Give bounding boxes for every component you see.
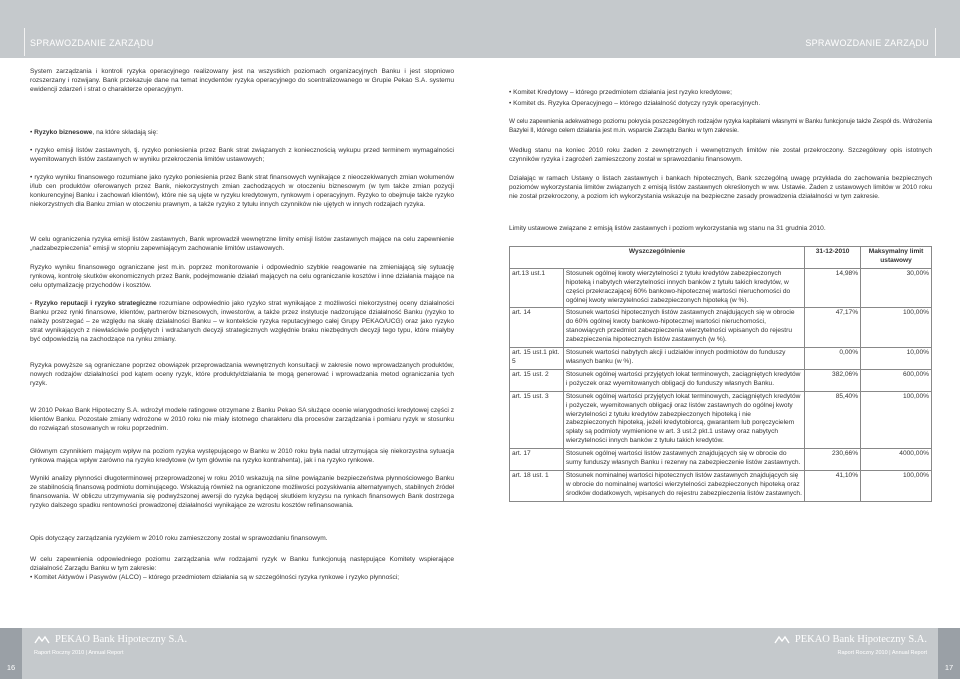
row-description: Stosunek nominalnej wartości hipotecznych listów zastawnych znajdujących się w obrocie do nominalnej wartości wierzytelności zabezpieczonych hipoteką oraz środków dodatkowych, wpisanych do rejestru zabezpieczenia listów zastawnych.: [563, 470, 804, 501]
table-row: [510, 348, 932, 370]
statutory-limits-table: [509, 246, 932, 502]
left-paragraph-consultations: Ryzyka powyższe są ograniczane poprzez obowiązek przeprowadzania wewnętrznych konsultacji w zakresie nowo wprowadzanych produktów, nowych rodzajów działalności pod kątem oceny ryzyk, które produkty/działania te mogą generować i wprowadzania metod ograniczania tych ryzyk.: [30, 362, 454, 387]
left-paragraph-liquidity: Wyniki analizy płynności długoterminowej przeprowadzonej w roku 2010 wskazują na silne powiązanie bezpieczeństwa płynnościowego Banku ze stabilnością finansową podmiotu dominującego. Wskazują również na ograniczone możliwości pozyskiwania alternatywnych, stabilnych źródeł finansowania. W obliczu utrzymywania się podwyższonej awersji do ryzyka będącej skutkiem kryzysu na rynkach finansowych Bank dostrzega ryzyko dalszego spadku rentowności prowadzonej działalności wynikające ze wzrostu kosztów refinansowania.: [30, 475, 454, 509]
row-ref: art. 14: [510, 308, 564, 348]
row-ref: art. 15 ust. 3: [510, 391, 564, 448]
row-description: Stosunek ogólnej wartości listów zastawnych znajdujących się w obrocie do sumy funduszy własnych Banku i rezerwy na zabezpieczenie listów zastawnych.: [563, 449, 804, 471]
page-number-box-left: [0, 628, 22, 679]
row-ref: art. 18 ust. 1: [510, 470, 564, 501]
row-value: 47,17%: [805, 308, 861, 348]
business-risk-bold: Ryzyko biznesowe: [34, 129, 93, 136]
left-paragraph-rating-models: W 2010 Pekao Bank Hipoteczny S.A. wdrożył modele ratingowe otrzymane z Banku Pekao SA służące ocenie wiarygodności kredytowej części z klientów Banku. Pozostałe zmiany wdrożone w 2010 roku nie miały istotnego charakteru dla procesów zarządzania i pomiaru ryzyk w stosunku do rozwiązań stosowanych w roku poprzednim.: [30, 407, 454, 432]
pekao-logo-icon: [774, 635, 790, 645]
bullet-credit-committee-text: Komitet Kredytowy – którego przedmiotem działania jest ryzyko kredytowe;: [513, 89, 732, 96]
logo-left-text: PEKAO Bank Hipoteczny S.A.: [55, 634, 188, 645]
row-limit: 30,00%: [861, 268, 932, 308]
bullet-financial-result-risk: • ryzyko wyniku finansowego rozumiane jako ryzyko poniesienia przez Bank strat finansowych wynikające z nieoczekiwanych zmian wolumenów i/lub cen produktów oferowanych przez Bank, niekorzystnych zmian zachodzących w otoczeniu biznesowym (w tym także zmian pozycji konkurencyjnej Banku i zachowań klientów), które nie są ujęte w ryzyku kredytowym, rynkowym i operacyjnym. Ryzyko to obejmuje także ryzyko niekorzystnych dla Banku zmian w otoczeniu prawnym, a także ryzyko z tytułu innych czynników nie ujętych w innych rodzajach ryzyka.: [30, 174, 454, 208]
left-paragraph-emission-limits: W celu ograniczenia ryzyka emisji listów zastawnych, Bank wprowadził wewnętrzne limity emisji listów zastawnych mające na celu zapewnienie „nadzabezpieczenia” emisji w stopniu zapewniającym zachowanie limitów ustawowych.: [30, 236, 454, 252]
table-header-date: 31-12-2010: [805, 247, 861, 269]
left-paragraph-committees: W celu zapewnienia odpowiedniego poziomu zarządzania w/w rodzajami ryzyk w Banku funkcjonują następujące Komitety wspierające działalność Zarządu Banku w tym zakresie:: [30, 556, 454, 572]
bullet-alco: • Komitet Aktywów i Pasywów (ALCO) – którego przedmiotem działania są w szczególności ryzyka rynkowe i ryzyko płynności;: [30, 574, 400, 581]
table-header-description: Wyszczególnienie: [510, 247, 805, 269]
header-title-right: SPRAWOZDANIE ZARZĄDU: [805, 38, 929, 48]
bullet-operational-committee-text: Komitet ds. Ryzyka Operacyjnego – którego działalność dotyczy ryzyk operacyjnych.: [513, 100, 761, 107]
table-header-row: [510, 247, 932, 269]
right-paragraph-basel: W celu zapewnienia adekwatnego poziomu pokrycia poszczególnych rodzajów ryzyka kapitałami własnymi w Banku funkcjonuje także Zespół ds. Wdrożenia Bazylei II, którego celem działania jest m.in. wsparcie Zarządu Banku w tym zakresie.: [509, 118, 932, 134]
row-limit: 100,00%: [861, 470, 932, 501]
row-description: Stosunek ogólnej wartości przyjętych lokat terminowych, zaciągniętych kredytów i pożyczek, wyemitowanych obligacji oraz listów zastawnych do ogólnej kwoty wierzytelności z tytułu kredytów zabezpieczonych hipoteką i nie zabezpieczonych hipoteką, jeżeli kredytobiorcą, gwarantem lub poręczycielem spłaty są podmioty wymienione w art. 3 ust.2 pkt.1 ustawy oraz nabytych wierzytelności innych banków z tytułu takich kredytów.: [563, 391, 804, 448]
reputation-risk-rest: rozumiane odpowiednio jako ryzyko strat wynikające z możliwości niekorzystnej oceny działalności Banku przez rynki finansowe, klientów, partnerów biznesowych, inwestorów, a także przez instytucje nadzorujące działalność Banku (ryzyko to należy postrzegać – ze względu na skalę działalności Banku – w kontekście ryzyka reputacyjnego całej Grupy PEKAO/UCG) oraz jako ryzyko strat wynikających z niewłaściwie podjętych i wdrażanych decyzji strategicznych względnie braku niezbędnych decyzji tego typu, które miałyby być odpowiedzią na zachodzące na rynku zmiany.: [30, 300, 454, 343]
row-value: 14,98%: [805, 268, 861, 308]
reputation-risk-bold: - Ryzyko reputacji i ryzyko strategiczne: [30, 300, 157, 307]
right-paragraph-table-intro: Limity ustawowe związane z emisją listów zastawnych i poziom wykorzystania wg stanu na 31 grudnia 2010.: [509, 225, 826, 232]
table-header-limit: Maksymalny limit ustawowy: [861, 247, 932, 269]
row-ref: art.13 ust.1: [510, 268, 564, 308]
row-value: 0,00%: [805, 348, 861, 370]
table-row: [510, 369, 932, 391]
bullet-emission-risk: • ryzyko emisji listów zastawnych, tj. ryzyko poniesienia przez Bank strat związanych z koniecznością wykupu przed terminem wymagalności wyemitowanych listów zastawnych w wyniku przekroczenia limitów ustawowych;: [30, 147, 454, 163]
row-value: 382,06%: [805, 369, 861, 391]
row-description: Stosunek wartości hipotecznych listów zastawnych znajdujących się w obrocie do 60% ogólnej kwoty bankowo-hipotecznej wartości nieruchomości, stanowiących przedmiot zabezpieczenia wierzytelności wpisanych do rejestru zabezpieczenia hipotecznych listów zastawnych (w %).: [563, 308, 804, 348]
page-number-box-right: [938, 628, 960, 679]
row-limit: 4000,00%: [861, 449, 932, 471]
logo-right: [774, 634, 927, 645]
table-row: [510, 449, 932, 471]
row-limit: 100,00%: [861, 308, 932, 348]
row-limit: 100,00%: [861, 391, 932, 448]
right-paragraph-act: Działając w ramach Ustawy o listach zastawnych i bankach hipotecznych, Bank szczególną uwagę przykłada do zachowania bezpiecznych poziomów wykorzystania limitów związanych z emisją listów zastawnych określonych w ww. Ustawie. Żaden z ustawowych limitów w 2010 roku nie został przekroczony, a poziom ich wykorzystania wskazuje na bezpieczne zasady prowadzenia działalności w tym zakresie.: [509, 175, 932, 200]
pekao-logo-icon: [34, 635, 50, 645]
row-ref: art. 15 ust. 2: [510, 369, 564, 391]
row-description: Stosunek ogólnej kwoty wierzytelności z tytułu kredytów zabezpieczonych hipoteką i nabytych wierzytelności innych banków z tytułu takich kredytów, w części przekraczającej 60% bankowo-hipotecznej wartości nieruchomości do ogólnej kwoty wierzytelności zabezpieczonych hipoteką (w %).: [563, 268, 804, 308]
page-number-right: 17: [944, 663, 954, 672]
logo-right-text: PEKAO Bank Hipoteczny S.A.: [794, 634, 927, 645]
header-divider-left: [24, 28, 25, 56]
row-value: 230,66%: [805, 449, 861, 471]
bullet-emission-risk-text: ryzyko emisji listów zastawnych, tj. ryzyko poniesienia przez Bank strat związanych z koniecznością wykupu przed terminem wymagalności wyemitowanych listów zastawnych w wyniku przekroczenia limitów ustawowych;: [30, 147, 454, 163]
left-paragraph-financial-result: Ryzyko wyniku finansowego ograniczane jest m.in. poprzez monitorowanie i odpowiednio szybkie reagowanie na zmieniającą się sytuację rynkową, kontrolę skutków ekonomicznych przez Bank, podejmowanie działań mających na celu ograniczanie kosztów i inne działania mające na celu optymalizację przychodów i kosztów.: [30, 264, 454, 289]
header-divider-right: [935, 28, 936, 56]
left-paragraph-operational: System zarządzania i kontroli ryzyka operacyjnego realizowany jest na wszystkich poziomach organizacyjnych Banku i jest stopniowo rozszerzany i rozwijany. Bank przekazuje dane na temat incydentów ryzyka operacyjnego do scentralizowanego w Grupie Pekao S.A. systemu ewidencji zdarzeń i strat o charakterze operacyjnym.: [30, 68, 454, 93]
left-paragraph-main-factor: Głównym czynnikiem mającym wpływ na poziom ryzyka występującego w Banku w 2010 roku była nadal utrzymująca się niekorzystna sytuacja rynkowa mająca wpływ zarówno na ryzyko kredytowe (w tym głównie na ryzyko kontrahenta), jak i na ryzyko rynkowe.: [30, 448, 454, 464]
page-header: [0, 0, 960, 58]
table-row: [510, 470, 932, 501]
table-row: [510, 308, 932, 348]
row-value: 85,40%: [805, 391, 861, 448]
table-row: [510, 268, 932, 308]
report-label-right: Raport Roczny 2010 | Annual Report: [837, 650, 927, 656]
page-number-left: 16: [6, 663, 16, 672]
row-limit: 10,00%: [861, 348, 932, 370]
row-limit: 600,00%: [861, 369, 932, 391]
row-ref: art. 15 ust.1 pkt. 5: [510, 348, 564, 370]
row-value: 41,10%: [805, 470, 861, 501]
row-ref: art. 17: [510, 449, 564, 471]
left-paragraph-risk-description: Opis dotyczący zarządzania ryzykiem w 2010 roku zamieszczony został w sprawozdaniu finansowym.: [30, 535, 328, 542]
bullet-operational-committee: • Komitet ds. Ryzyka Operacyjnego – którego działalność dotyczy ryzyk operacyjnych.: [509, 100, 761, 107]
table-row: [510, 391, 932, 448]
header-title-left: SPRAWOZDANIE ZARZĄDU: [30, 38, 154, 48]
report-label-left: Raport Roczny 2010 | Annual Report: [34, 650, 124, 656]
row-description: Stosunek ogólnej wartości przyjętych lokat terminowych, zaciągniętych kredytów i pożyczek oraz wyemitowanych obligacji do funduszy własnych Banku.: [563, 369, 804, 391]
logo-left: [34, 634, 187, 645]
business-risk-heading: • Ryzyko biznesowe, na które składają się:: [30, 129, 159, 136]
page-footer: [0, 628, 960, 679]
row-description: Stosunek wartości nabytych akcji i udziałów innych podmiotów do funduszy własnych banku (w %).: [563, 348, 804, 370]
bullet-credit-committee: • Komitet Kredytowy – którego przedmiotem działania jest ryzyko kredytowe;: [509, 89, 732, 96]
bullet-alco-text: Komitet Aktywów i Pasywów (ALCO) – którego przedmiotem działania są w szczególności ryzyka rynkowe i ryzyko płynności;: [34, 574, 400, 581]
reputation-strategic-risk: [30, 300, 454, 345]
bullet-financial-result-risk-text: ryzyko wyniku finansowego rozumiane jako ryzyko poniesienia przez Bank strat finansowych wynikające z nieoczekiwanych zmian wolumenów i/lub cen produktów oferowanych przez Bank, niekorzystnych zmian zachodzących w otoczeniu biznesowym (w tym także zmian pozycji konkurencyjnej Banku i zachowań klientów), które nie są ujęte w ryzyku kredytowym, rynkowym i operacyjnym. Ryzyko to obejmuje także ryzyko niekorzystnych dla Banku zmian w otoczeniu prawnym, a także ryzyko z tytułu innych czynników nie ujętych w innych rodzajach ryzyka.: [30, 174, 454, 208]
business-risk-rest: , na które składają się:: [92, 129, 159, 136]
right-paragraph-limits-status: Według stanu na koniec 2010 roku żaden z zewnętrznych i wewnętrznych limitów nie został przekroczony. Szczegółowy opis istotnych czynników ryzyka i zagrożeń zamieszczony został w sprawozdaniu finansowym.: [509, 147, 932, 163]
